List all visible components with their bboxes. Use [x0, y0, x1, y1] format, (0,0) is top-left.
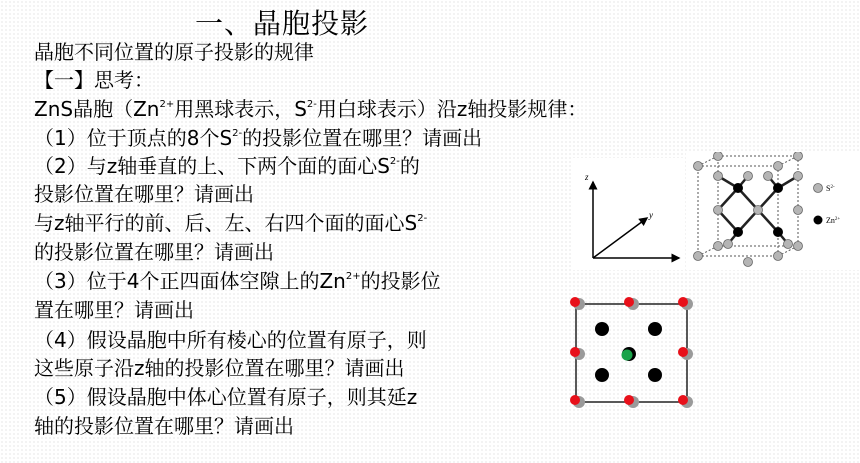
page-title: 一、晶胞投影	[195, 7, 370, 40]
question-2-line-3	[34, 211, 427, 235]
question-5-line-2: 轴的投影位置在哪里？请画出	[34, 414, 294, 438]
z-axis-label: z	[585, 172, 589, 182]
intro-line	[34, 97, 587, 121]
question-2-line-3-text: 与z轴平行的前、后、左、右四个面的面心S	[34, 211, 418, 235]
question-2-text-a: （2）与z轴垂直的上、下两个面的面心S	[34, 154, 390, 178]
y-axis	[593, 218, 647, 258]
question-1-text-a: （1）位于顶点的8个S	[34, 126, 233, 150]
coordinate-axes-figure	[571, 158, 685, 270]
projection-figure	[562, 291, 698, 417]
intro-text-a: ZnS晶胞（Zn	[34, 97, 160, 121]
y-axis-label: y	[649, 210, 653, 220]
think-heading: 【一】思考：	[34, 68, 154, 92]
question-3-text-b: 的投影位	[360, 269, 441, 293]
question-3-charge: 2+	[345, 271, 361, 282]
question-2-line-1	[34, 154, 420, 178]
question-5-line-1: （5）假设晶胞中体心位置有原子，则其延z	[34, 385, 418, 409]
question-4-line-1: （4）假设晶胞中所有棱心的位置有原子，则	[34, 328, 427, 352]
legend-zn-ball	[814, 216, 823, 225]
s-atoms	[694, 152, 803, 267]
subtitle: 晶胞不同位置的原子投影的规律	[34, 40, 314, 64]
legend-s-label: $S^{2-}$	[826, 184, 835, 193]
question-2-line-2: 投影位置在哪里？请画出	[34, 182, 254, 206]
question-1-text-b: 的投影位置在哪里？请画出	[242, 126, 483, 150]
question-2-line-3-charge: 2-	[417, 213, 428, 224]
question-1	[34, 126, 482, 150]
question-3-text-a: （3）位于4个正四面体空隙上的Zn	[34, 269, 346, 293]
intro-text-b: 用黑球表示，S	[174, 97, 307, 121]
question-3-line-1	[34, 269, 441, 293]
zns-crystal-figure	[686, 152, 860, 270]
intro-text-c: 用白球表示）沿z轴投影规律：	[316, 97, 588, 121]
center-green-ball	[622, 350, 633, 361]
question-1-charge: 2-	[232, 128, 243, 139]
s-charge: 2-	[306, 99, 317, 110]
unit-cell-box	[698, 156, 798, 256]
question-2-charge: 2-	[389, 156, 400, 167]
legend-zn-label: $Zn^{2+}$	[826, 216, 841, 225]
question-2-text-b: 的	[399, 154, 420, 178]
legend-s-ball	[814, 184, 823, 193]
zn-charge: 2+	[159, 99, 175, 110]
question-4-line-2: 这些原子沿z轴的投影位置在哪里？请画出	[34, 356, 405, 380]
question-2-line-4: 的投影位置在哪里？请画出	[34, 240, 274, 264]
question-3-line-2: 置在哪里？请画出	[34, 298, 194, 322]
